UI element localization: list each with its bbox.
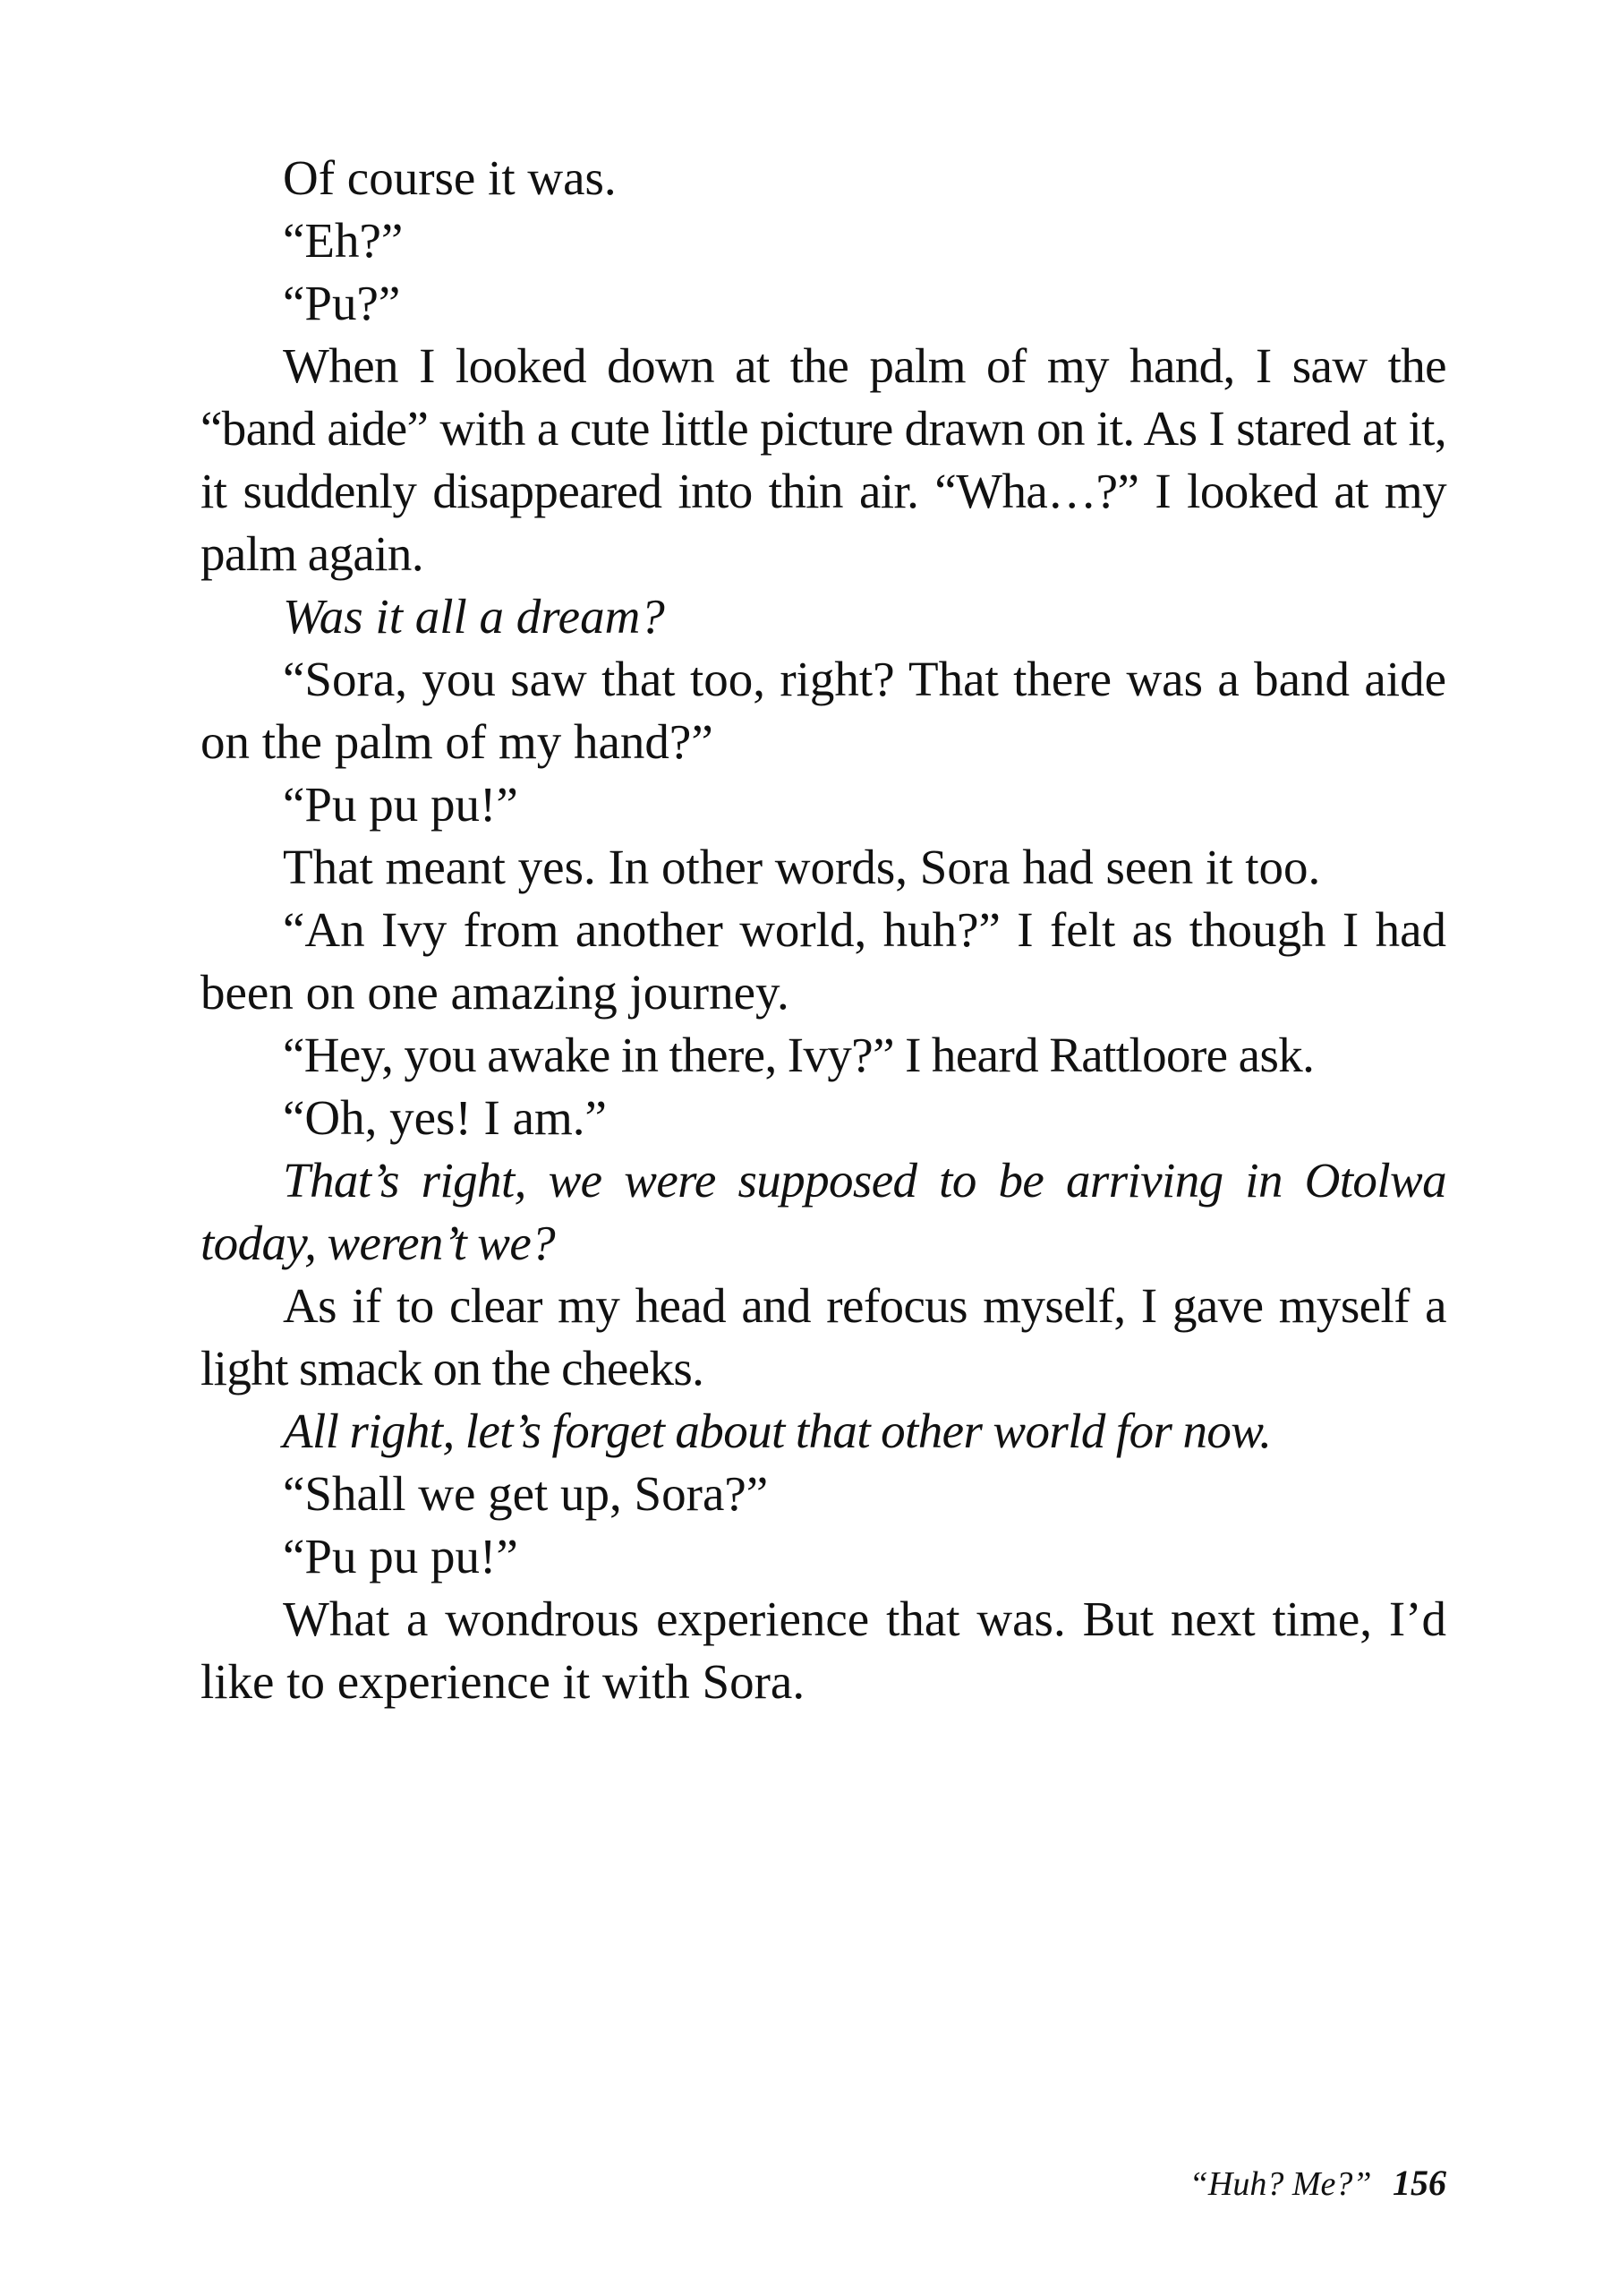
paragraph-1: Of course it was. — [283, 150, 617, 205]
paragraph-10: “Hey, you awake in there, Ivy?” I heard Rattloore ask. — [283, 1028, 1315, 1082]
paragraph-4: When I looked down at the palm of my hand, I saw the “band aide” with a cute little picture drawn on it. As I stared at it, it suddenly disappeared into thin air. “Wha…?” I looked at my palm again. — [200, 338, 1446, 581]
paragraph-6: “Sora, you saw that too, right? That there was a band aide on the palm of my hand?” — [200, 652, 1446, 769]
paragraph-9: “An Ivy from another world, huh?” I felt as though I had been on one amazing journey. — [200, 902, 1446, 1020]
paragraph-8: That meant yes. In other words, Sora had seen it too. — [283, 840, 1321, 894]
paragraph-17: What a wondrous experience that was. But next time, I’d like to experience it with Sora. — [200, 1592, 1446, 1709]
paragraph-15: “Shall we get up, Sora?” — [283, 1466, 769, 1521]
page-number: 156 — [1393, 2163, 1446, 2203]
paragraph-12: That’s right, we were supposed to be arriving in Otolwa today, weren’t we? — [200, 1153, 1446, 1270]
paragraph-2: “Eh?” — [283, 213, 404, 268]
page-footer — [1189, 2162, 1446, 2206]
paragraph-11: “Oh, yes! I am.” — [283, 1090, 607, 1145]
paragraph-5: Was it all a dream? — [283, 589, 665, 644]
paragraph-13: As if to clear my head and refocus myself, I gave myself a light smack on the cheeks. — [200, 1278, 1446, 1396]
paragraph-7: “Pu pu pu!” — [283, 777, 518, 832]
page-body — [200, 147, 1446, 1713]
paragraph-3: “Pu?” — [283, 276, 401, 330]
paragraph-14: All right, let’s forget about that other world for now. — [283, 1404, 1272, 1458]
paragraph-16: “Pu pu pu!” — [283, 1529, 518, 1583]
running-title: “Huh? Me?” — [1189, 2165, 1372, 2203]
